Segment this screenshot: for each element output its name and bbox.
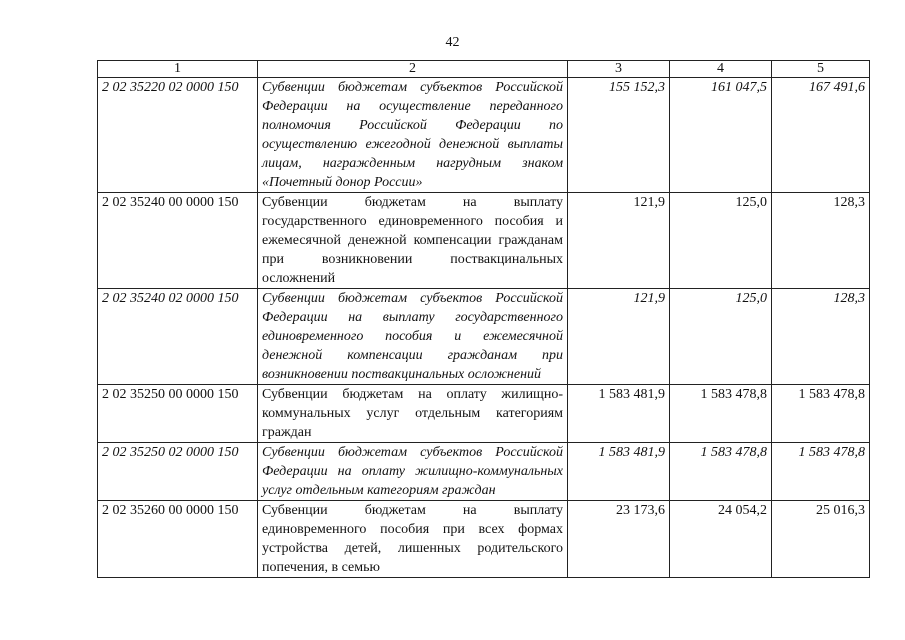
header-col-4: 4: [670, 61, 772, 78]
budget-code: 2 02 35260 00 0000 150: [98, 501, 258, 578]
page-number: 42: [445, 35, 460, 50]
table-header: [98, 61, 870, 78]
header-row: [98, 61, 870, 78]
budget-table: [97, 60, 870, 578]
value-col-5: 25 016,3: [772, 501, 870, 578]
row-description: Субвенции бюджетам субъектов Российской Федерации на осуществление переданного полномочия Российской Федерации по осуществлению ежегодной денежной выплаты лицам, награжденным нагрудным знаком «Почетный донор России»: [258, 78, 568, 193]
table-row: [98, 501, 870, 578]
table-row: [98, 193, 870, 289]
value-col-5: 167 491,6: [772, 78, 870, 193]
row-description: Субвенции бюджетам на оплату жилищно-коммунальных услуг отдельным категориям граждан: [258, 385, 568, 443]
value-col-4: 24 054,2: [670, 501, 772, 578]
value-col-5: 1 583 478,8: [772, 385, 870, 443]
budget-code: 2 02 35250 02 0000 150: [98, 443, 258, 501]
value-col-4: 1 583 478,8: [670, 385, 772, 443]
table-row: [98, 385, 870, 443]
row-description: Субвенции бюджетам на выплату государственного единовременного пособия и ежемесячной денежной компенсации гражданам при возникновении поствакцинальных осложнений: [258, 193, 568, 289]
budget-code: 2 02 35220 02 0000 150: [98, 78, 258, 193]
table-row: [98, 78, 870, 193]
header-col-1: 1: [98, 61, 258, 78]
value-col-4: 125,0: [670, 193, 772, 289]
value-col-3: 23 173,6: [568, 501, 670, 578]
table-row: [98, 289, 870, 385]
value-col-4: 125,0: [670, 289, 772, 385]
value-col-5: 128,3: [772, 193, 870, 289]
row-description: Субвенции бюджетам на выплату единовременного пособия при всех формах устройства детей, лишенных родительского попечения, в семью: [258, 501, 568, 578]
value-col-3: 121,9: [568, 193, 670, 289]
value-col-5: 1 583 478,8: [772, 443, 870, 501]
budget-code: 2 02 35240 00 0000 150: [98, 193, 258, 289]
value-col-5: 128,3: [772, 289, 870, 385]
header-col-2: 2: [258, 61, 568, 78]
value-col-3: 155 152,3: [568, 78, 670, 193]
value-col-3: 1 583 481,9: [568, 443, 670, 501]
table-body: [98, 78, 870, 578]
header-col-3: 3: [568, 61, 670, 78]
value-col-4: 1 583 478,8: [670, 443, 772, 501]
value-col-3: 121,9: [568, 289, 670, 385]
budget-code: 2 02 35250 00 0000 150: [98, 385, 258, 443]
value-col-3: 1 583 481,9: [568, 385, 670, 443]
budget-code: 2 02 35240 02 0000 150: [98, 289, 258, 385]
value-col-4: 161 047,5: [670, 78, 772, 193]
header-col-5: 5: [772, 61, 870, 78]
row-description: Субвенции бюджетам субъектов Российской Федерации на выплату государственного единовременного пособия и ежемесячной денежной компенсации гражданам при возникновении поствакцинальных осложнений: [258, 289, 568, 385]
table-row: [98, 443, 870, 501]
row-description: Субвенции бюджетам субъектов Российской Федерации на оплату жилищно-коммунальных услуг отдельным категориям граждан: [258, 443, 568, 501]
